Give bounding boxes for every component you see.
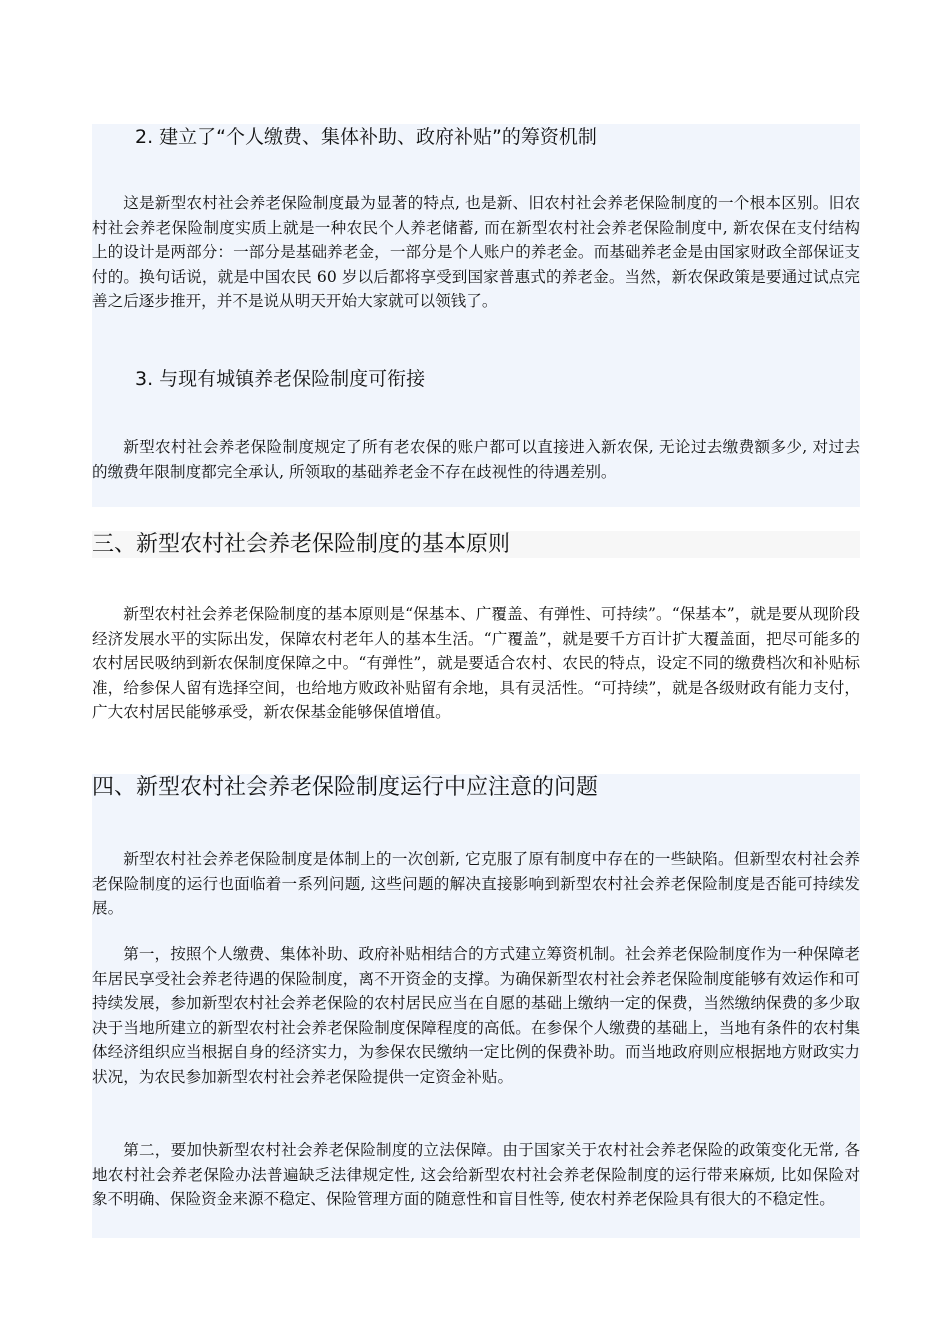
paragraph-linkage: 新型农村社会养老保险制度规定了所有老农保的账户都可以直接进入新农保, 无论过去缴费额多少, 对过去的缴费年限制度都完全承认, 所领取的基础养老金不存在歧视性的待遇差别。 — [92, 438, 860, 481]
paragraph-issues-intro: 新型农村社会养老保险制度是体制上的一次创新, 它克服了原有制度中存在的一些缺陷。但新型农村社会养老保险制度的运行也面临着一系列问题, 这些问题的解决直接影响到新型农村社会养老保险制度是否能可持续发展。 — [92, 850, 860, 917]
paragraph-issues-second: 第二，要加快新型农村社会养老保险制度的立法保障。由于国家关于农村社会养老保险的政策变化无常, 各地农村社会养老保险办法普遍缺乏法律规定性, 这会给新型农村社会养老保险制度的运行带来麻烦, 比如保险对象不明确、保险资金来源不稳定、保险管理方面的随意性和盲目性等, 使农村养老保险具有很大的不稳定性。 — [92, 1141, 860, 1208]
paragraph-issues-first: 第一，按照个人缴费、集体补助、政府补贴相结合的方式建立筹资机制。社会养老保险制度作为一种保障老年居民享受社会养老待遇的保险制度，离不开资金的支撑。为确保新型农村社会养老保险制度能够有效运作和可持续发展，参加新型农村社会养老保险的农村居民应当在自愿的基础上缴纳一定的保费，当然缴纳保费的多少取决于当地所建立的新型农村社会养老保险制度保障程度的高低。在参保个人缴费的基础上，当地有条件的农村集体经济组织应当根据自身的经济实力，为参保农民缴纳一定比例的保费补助。而当地政府则应根据地方财政实力状况，为农民参加新型农村社会养老保险提供一定资金补贴。 — [92, 945, 860, 1086]
section-title-principles: 三、新型农村社会养老保险制度的基本原则 — [92, 532, 511, 557]
paragraph-characteristics: 这是新型农村社会养老保险制度最为显著的特点, 也是新、旧农村社会养老保险制度的一个根本区别。旧农村社会养老保险制度实质上就是一种农民个人养老储蓄, 而在新型农村社会养老保险制度中, 新农保在支付结构上的设计是两部分：一部分是基础养老金，一部分是个人账户的养老金。而基础养老金是由国家财政全部保证支付的。换句话说，就是中国农民 60 岁以后都将享受到国家普惠式的养老金。当然，新农保政策是要通过试点完善之后逐步推开，并不是说从明天开始大家就可以领钱了。 — [92, 194, 860, 310]
section-title-issues: 四、新型农村社会养老保险制度运行中应注意的问题 — [92, 775, 599, 800]
paragraph-principles: 新型农村社会养老保险制度的基本原则是“保基本、广覆盖、有弹性、可持续”。“保基本”，就是要从现阶段经济发展水平的实际出发，保障农村老年人的基本生活。“广覆盖”，就是要千方百计扩大覆盖面，把尽可能多的农村居民吸纳到新农保制度保障之中。“有弹性”，就是要适合农村、农民的特点，设定不同的缴费档次和补贴标准，给参保人留有选择空间，也给地方败政补贴留有余地，具有灵活性。“可持续”，就是各级财政有能力支付，广大农村居民能够承受，新农保基金能够保值增值。 — [92, 605, 860, 721]
subhead-funding-mechanism: 2. 建立了“个人缴费、集体补助、政府补贴”的筹资机制 — [135, 126, 597, 148]
subhead-urban-linkage: 3. 与现有城镇养老保险制度可衔接 — [135, 368, 426, 390]
